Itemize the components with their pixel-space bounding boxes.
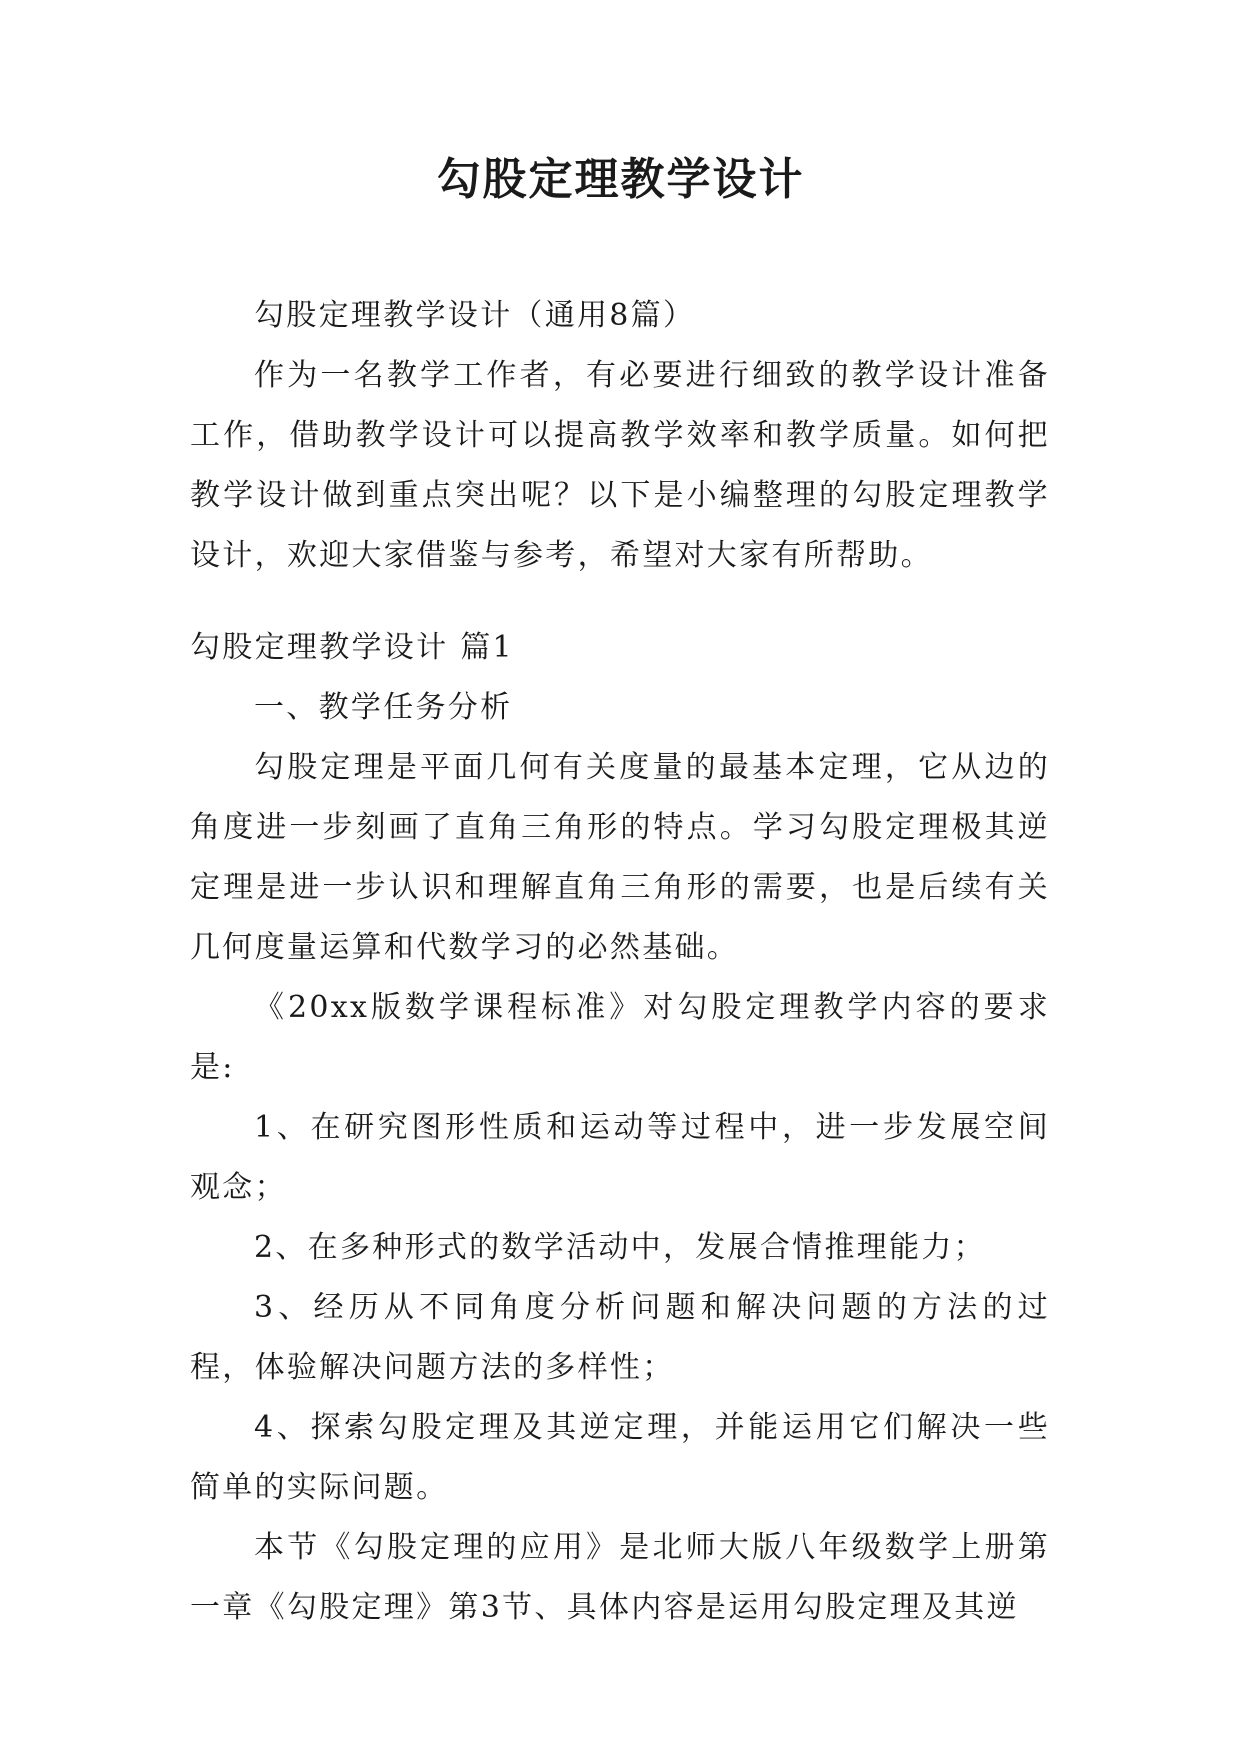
list-item: 3、经历从不同角度分析问题和解决问题的方法的过程，体验解决问题方法的多样性； <box>190 1290 1050 1385</box>
body-paragraph: 勾股定理是平面几何有关度量的最基本定理，它从边的角度进一步刻画了直角三角形的特点。学习勾股定理极其逆定理是进一步认识和理解直角三角形的需要，也是后续有关几何度量运算和代数学习的必然基础。 <box>190 750 1050 965</box>
intro-paragraph: 作为一名教学工作者，有必要进行细致的教学设计准备工作，借助教学设计可以提高教学效率和教学质量。如何把教学设计做到重点突出呢？以下是小编整理的勾股定理教学设计，欢迎大家借鉴与参考，希望对大家有所帮助。 <box>190 358 1050 573</box>
document-title: 勾股定理教学设计 <box>436 154 805 205</box>
body-paragraph: 《20xx版数学课程标准》对勾股定理教学内容的要求是: <box>190 990 1050 1085</box>
document-body <box>190 286 1050 1638</box>
list-item: 1、在研究图形性质和运动等过程中，进一步发展空间观念； <box>190 1110 1050 1205</box>
list-item: 2、在多种形式的数学活动中，发展合情推理能力； <box>254 1230 986 1265</box>
section-heading: 勾股定理教学设计 篇1 <box>190 630 514 665</box>
subsection-heading: 一、教学任务分析 <box>254 690 513 725</box>
subtitle-paragraph: 勾股定理教学设计（通用8篇） <box>254 298 696 333</box>
body-paragraph: 本节《勾股定理的应用》是北师大版八年级数学上册第一章《勾股定理》第3节、具体内容是运用勾股定理及其逆 <box>190 1530 1050 1625</box>
list-item: 4、探索勾股定理及其逆定理，并能运用它们解决一些简单的实际问题。 <box>190 1410 1050 1505</box>
